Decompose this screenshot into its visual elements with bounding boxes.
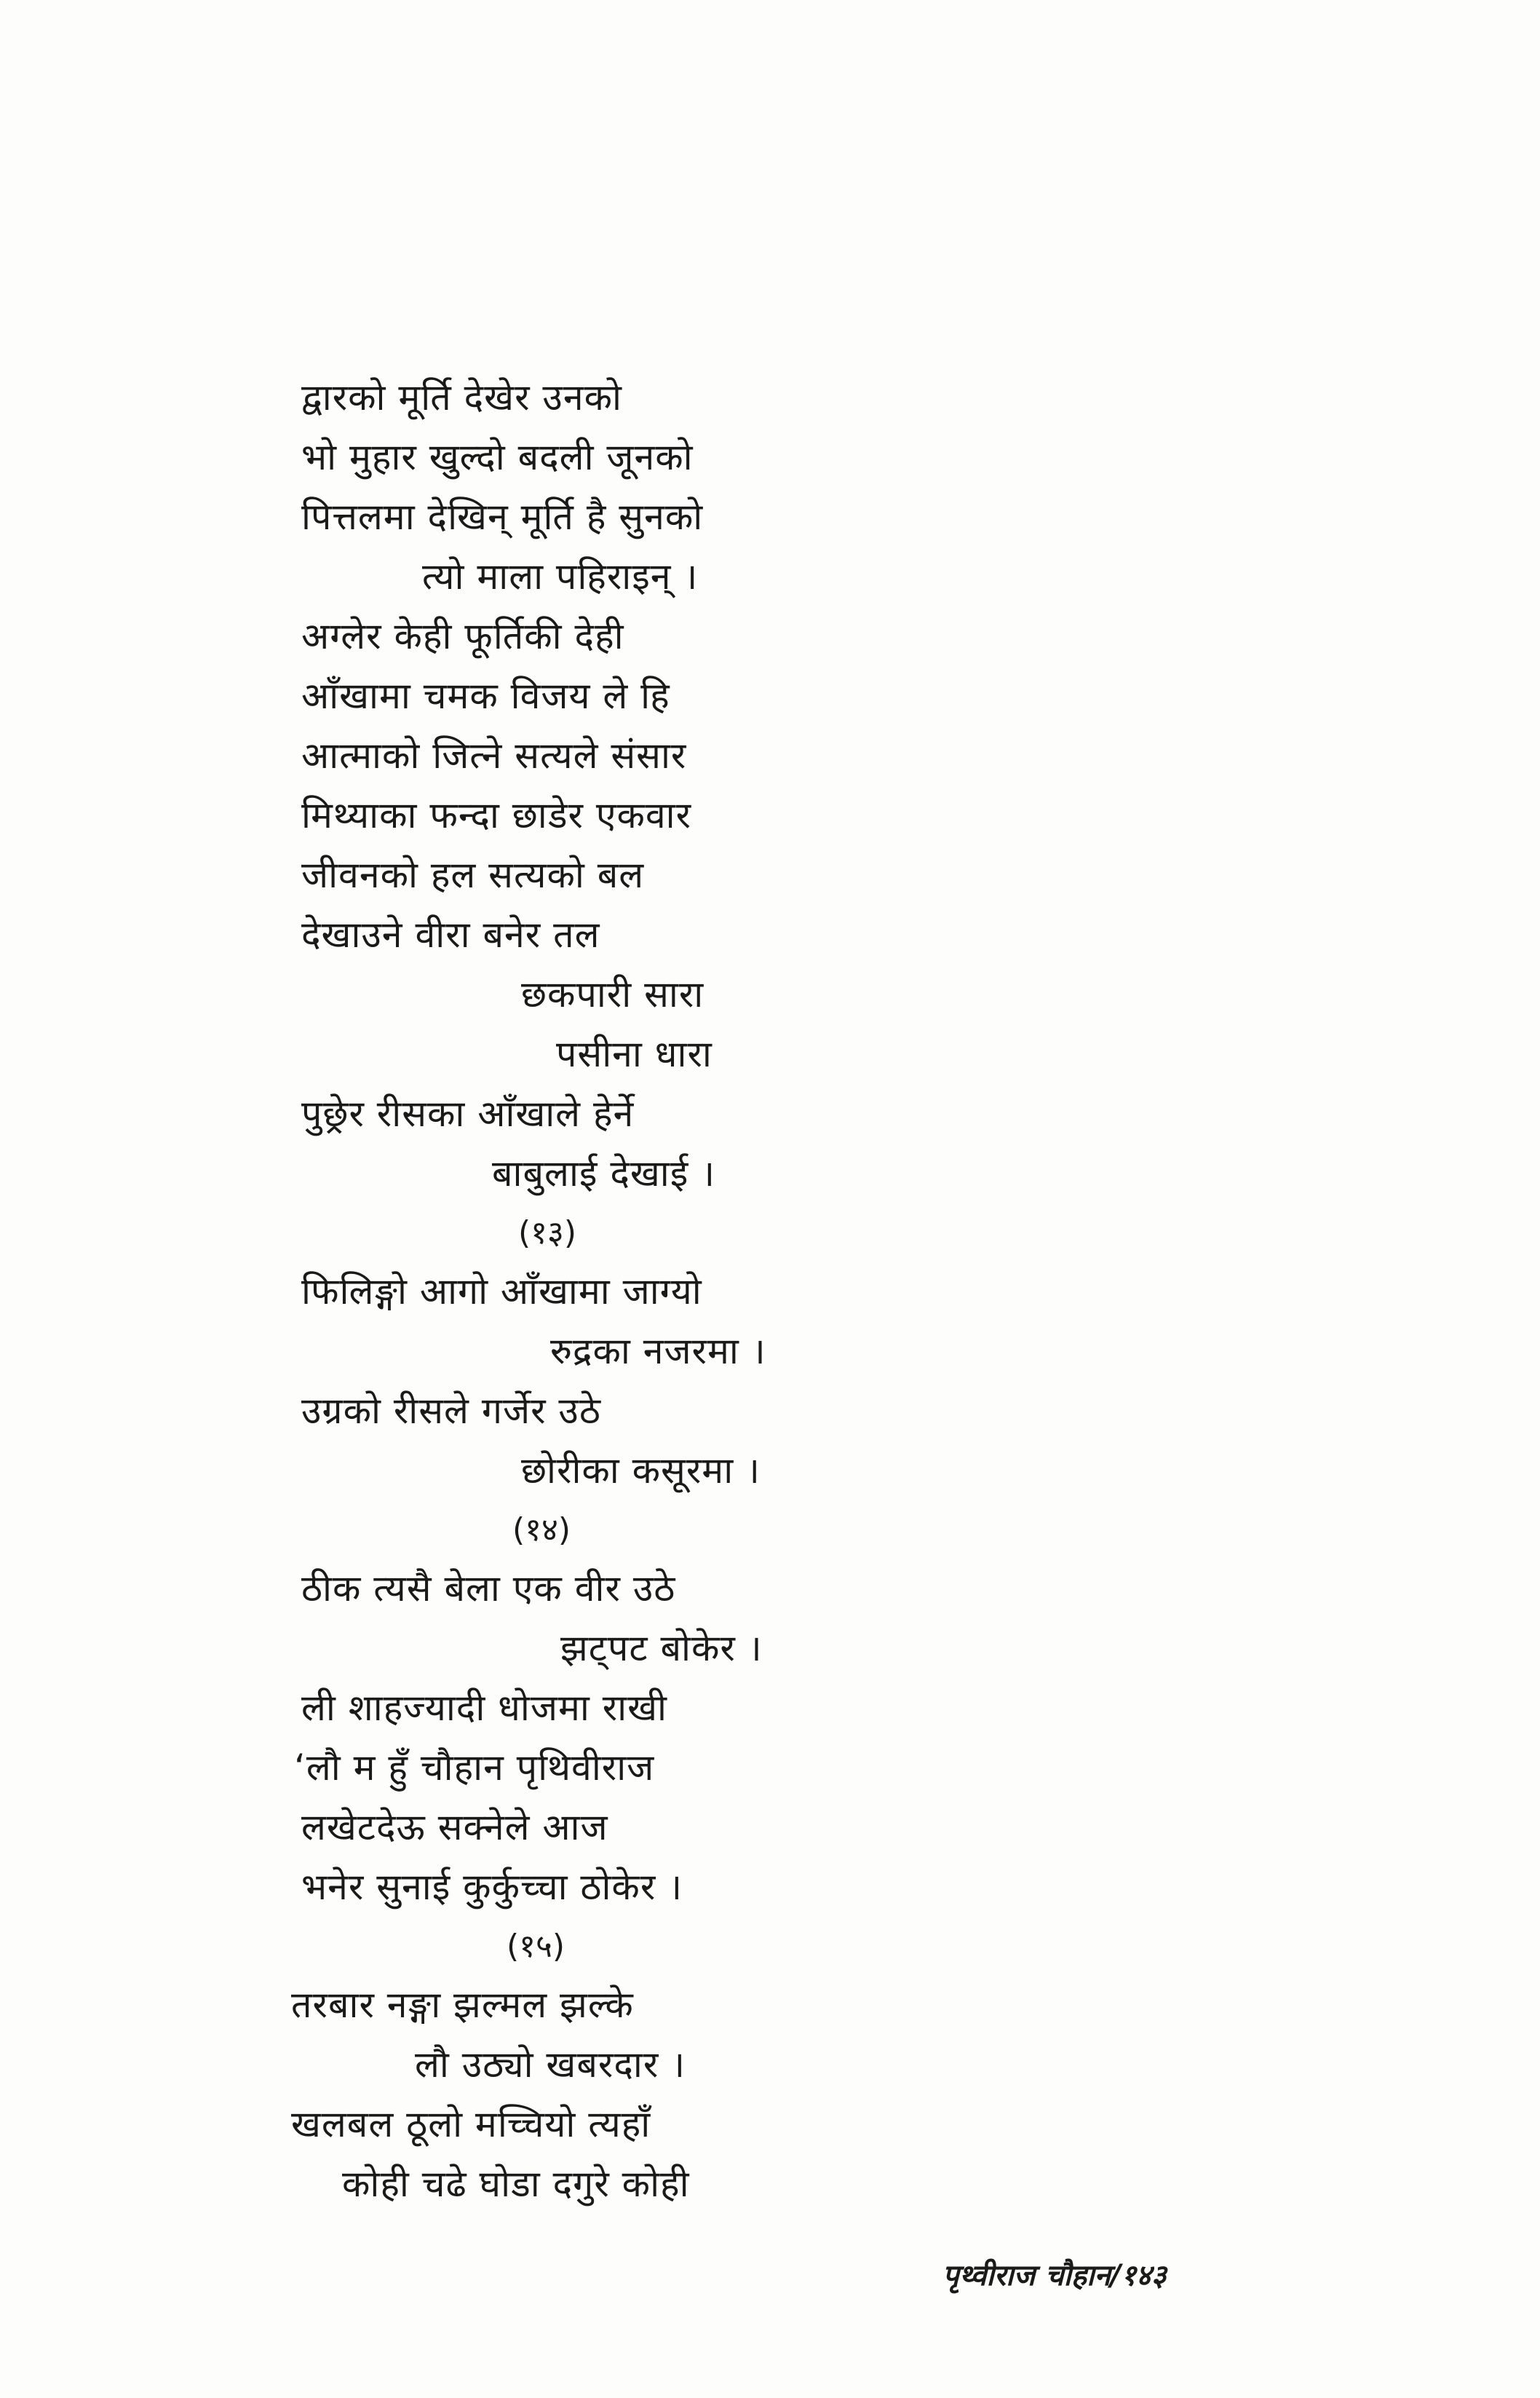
poem-line: उग्रको रीसले गर्जेर उठे (301, 1390, 601, 1432)
poem-line: पुछ्रेर रीसका आँखाले हेर्ने (301, 1093, 635, 1135)
poem-line: द्वारको मूर्ति देखेर उनको (301, 376, 622, 419)
poem-line: आत्माको जित्ने सत्यले संसार (301, 735, 687, 777)
poem-line: छकपारी सारा (521, 973, 704, 1016)
poem-line: पसीना धारा (556, 1033, 713, 1075)
poem-line: ठीक त्यसै बेला एक वीर उठे (301, 1567, 676, 1610)
poem-line: ली शाहज्यादी धोजमा राखी (301, 1687, 667, 1729)
poem-line: देखाउने वीरा बनेर तल (301, 914, 600, 956)
poem-line: झट्पट बोकेर । (560, 1627, 763, 1669)
stanza-number: (१५) (507, 1928, 565, 1965)
stanza-number: (१४) (512, 1511, 571, 1548)
page-footer-title: पृथ्वीराज चौहान/१४३ (942, 2259, 1167, 2292)
poem-line: रुद्रका नजरमा । (550, 1330, 766, 1372)
poem-line: खलबल ठूलो मच्चियो त्यहाँ (291, 2103, 651, 2145)
poem-line: छोरीका कसूरमा । (521, 1449, 761, 1492)
poem-line: आँखामा चमक विजय ले हि (301, 675, 670, 717)
poem-line: भनेर सुनाई कुर्कुच्चा ठोकेर । (301, 1866, 683, 1908)
stanza-number: (१३) (518, 1214, 577, 1251)
poem-line: त्यो माला पहिराइन् । (422, 555, 699, 598)
poem-line: अग्लेर केही फूर्तिकी देही (301, 615, 624, 657)
poem-line: फिलिङ्गो आगो आँखामा जाग्यो (301, 1270, 702, 1313)
poem-line: पित्तलमा देखिन् मूर्ति है सुनको (301, 496, 704, 538)
poem-line: लौ उठ्यो खबरदार । (415, 2043, 686, 2086)
poem-line: बाबुलाई देखाई । (492, 1152, 716, 1195)
poem-line: जीवनको हल सत्यको बल (301, 854, 645, 896)
poem-line: भो मुहार खुल्दो बदली जूनको (301, 436, 694, 478)
poem-line: ‘लौ म हुँ चौहान पृथिवीराज (294, 1746, 655, 1789)
poem-line: कोही चढे घोडा दगुरे कोही (342, 2163, 690, 2205)
poem-line: तरबार नङ्गा झल्मल झल्के (291, 1984, 634, 2026)
poem-line: लखेटदेऊ सक्नेले आज (301, 1806, 608, 1848)
poem-line: मिथ्याका फन्दा छाडेर एकवार (301, 794, 692, 836)
